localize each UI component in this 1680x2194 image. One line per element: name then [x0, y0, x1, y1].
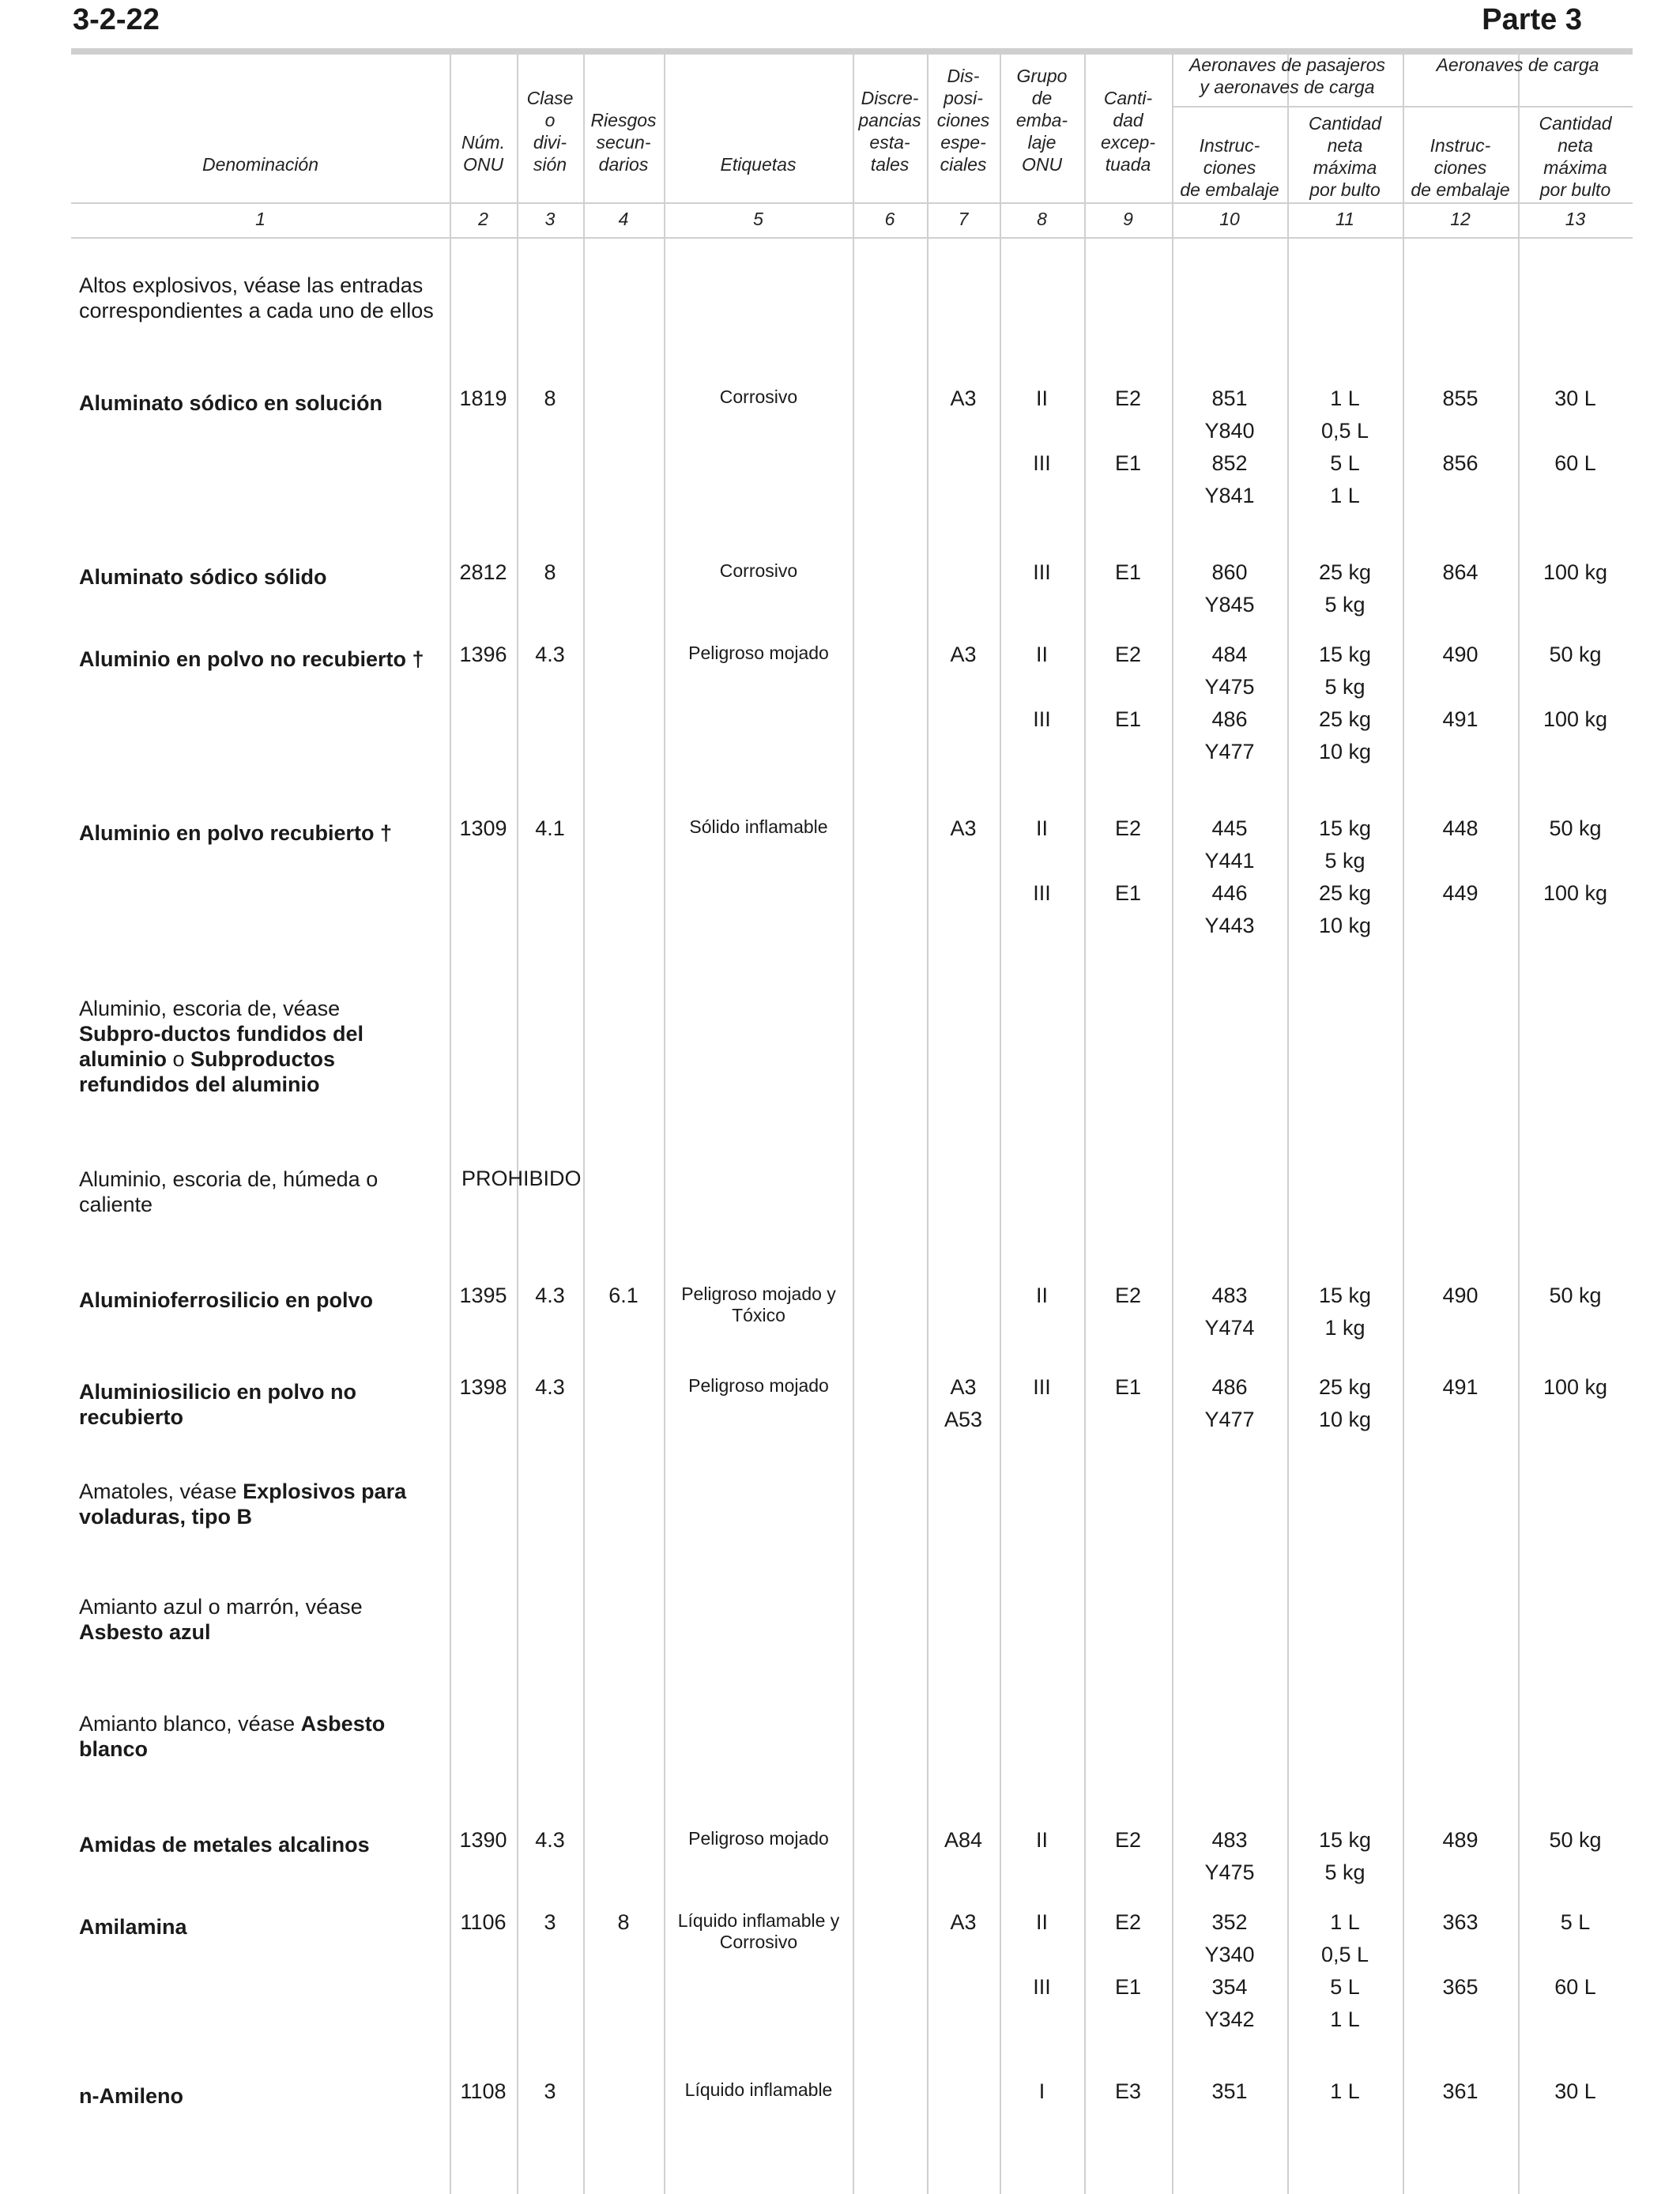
etiquetas-cell: Líquido inflamable y Corrosivo — [677, 1910, 840, 1952]
pi-cao-value: 363 — [1442, 1910, 1478, 1934]
exc-cell — [1084, 2075, 1172, 2108]
denominacion-text: Aluminio, escoria de, húmeda o caliente — [79, 1167, 379, 1216]
qty-cao-value — [1518, 845, 1633, 877]
pi-pax-value: Y340 — [1204, 1943, 1255, 1966]
disp-cell — [927, 383, 1000, 415]
grupo-value: I — [1038, 2079, 1045, 2103]
pi-cao-value: 449 — [1442, 881, 1478, 905]
disp-value: A53 — [944, 1408, 983, 1431]
pi-pax-value: 445 — [1211, 816, 1248, 840]
grupo-value: III — [1033, 560, 1051, 584]
pi-cao-value: 489 — [1442, 1828, 1478, 1852]
pi-pax-cell — [1172, 383, 1287, 512]
onu-cell: 1390 — [459, 1828, 507, 1852]
pi-pax-cell — [1172, 2075, 1287, 2108]
grupo-value: II — [1035, 1284, 1048, 1307]
etiquetas-cell: Líquido inflamable — [684, 2079, 833, 2100]
col-num: 1 — [255, 209, 266, 229]
header-instrucciones-pax: Instruc- ciones de embalaje — [1180, 135, 1279, 200]
pi-pax-value: Y840 — [1204, 419, 1255, 443]
pi-cao-cell — [1403, 1824, 1518, 1857]
grupo-cell — [1000, 639, 1084, 736]
grupo-value: II — [1035, 816, 1048, 840]
grupo-cell — [1000, 1824, 1084, 1857]
qty-cao-value: 60 L — [1554, 451, 1596, 475]
pi-pax-cell — [1172, 556, 1287, 621]
disp-cell — [927, 1906, 1000, 1939]
pi-cao-cell — [1403, 2075, 1518, 2108]
pi-pax-value: Y841 — [1204, 484, 1255, 507]
denominacion-cell — [79, 996, 443, 1097]
col-num: 11 — [1335, 209, 1354, 229]
pi-cao-value — [1403, 671, 1518, 703]
exc-value: E2 — [1114, 1910, 1142, 1934]
qty-cao-cell — [1518, 1280, 1633, 1312]
pi-cao-cell — [1403, 383, 1518, 480]
pi-pax-value: Y342 — [1204, 2007, 1255, 2031]
header-etiquetas: Etiquetas — [720, 154, 797, 175]
grupo-value: III — [1033, 881, 1051, 905]
denominacion-ref: Subpro-ductos fundidos del aluminio — [79, 1022, 363, 1071]
qty-pax-value: 10 kg — [1318, 1408, 1372, 1431]
exc-value: E2 — [1114, 386, 1142, 410]
grupo-value: III — [1033, 707, 1051, 731]
pi-cao-cell — [1403, 639, 1518, 736]
header-cantidad-pax: Cantidad neta máxima por bulto — [1308, 113, 1382, 200]
pi-pax-value: 483 — [1211, 1828, 1248, 1852]
qty-cao-cell — [1518, 556, 1633, 589]
qty-pax-value: 10 kg — [1318, 740, 1372, 763]
clase-cell: 4.3 — [535, 1828, 565, 1852]
denominacion-cell — [79, 2083, 443, 2109]
pi-cao-value: 365 — [1442, 1975, 1478, 1999]
onu-cell: 1106 — [460, 1910, 507, 1934]
pi-cao-value: 491 — [1442, 707, 1478, 731]
denominacion-cell — [79, 273, 443, 323]
disp-cell — [927, 1824, 1000, 1857]
disp-value: A3 — [950, 1910, 977, 1934]
qty-cao-value: 100 kg — [1543, 707, 1608, 731]
denominacion-cell — [79, 820, 443, 846]
qty-pax-value: 15 kg — [1318, 1284, 1372, 1307]
denominacion-connector: o — [167, 1047, 191, 1071]
disp-value: A3 — [950, 643, 977, 666]
qty-cao-cell — [1518, 639, 1633, 736]
col-num: 10 — [1219, 209, 1240, 229]
header-grupo: Grupo de emba- laje ONU — [1015, 66, 1068, 175]
qty-cao-value — [1518, 1939, 1633, 1971]
onu-cell: 1309 — [459, 816, 507, 840]
qty-pax-value: 10 kg — [1318, 914, 1372, 937]
col-num: 4 — [618, 209, 629, 229]
qty-pax-value: 1 L — [1330, 386, 1360, 410]
denominacion-bold: Aluminato sódico sólido — [79, 565, 327, 589]
qty-pax-cell — [1287, 1824, 1403, 1889]
exc-cell — [1084, 556, 1172, 589]
col-num: 9 — [1123, 209, 1133, 229]
qty-pax-value: 5 kg — [1324, 849, 1365, 873]
grupo-cell — [1000, 2075, 1084, 2108]
pi-pax-value: 352 — [1211, 1910, 1248, 1934]
grupo-value: II — [1035, 386, 1048, 410]
qty-cao-cell — [1518, 2075, 1633, 2108]
onu-cell: 2812 — [459, 560, 507, 584]
pi-pax-value: Y474 — [1204, 1316, 1255, 1340]
exc-value: E1 — [1114, 560, 1142, 584]
header-discrepancias: Discre- pancias esta- tales — [858, 88, 921, 175]
clase-cell: 8 — [544, 560, 556, 584]
grupo-value: II — [1035, 1910, 1048, 1934]
qty-cao-value: 50 kg — [1549, 816, 1602, 840]
clase-cell: 3 — [544, 2079, 556, 2103]
grupo-cell — [1000, 556, 1084, 589]
pi-pax-value: Y441 — [1204, 849, 1255, 873]
pi-pax-cell — [1172, 1906, 1287, 2036]
pi-pax-value: 852 — [1211, 451, 1248, 475]
etiquetas-cell: Corrosivo — [719, 386, 798, 407]
pi-cao-cell — [1403, 1280, 1518, 1312]
qty-cao-value: 50 kg — [1549, 1828, 1602, 1852]
col-num: 3 — [544, 209, 556, 229]
qty-pax-value: 5 L — [1330, 1975, 1360, 1999]
qty-pax-value: 1 L — [1330, 484, 1360, 507]
exc-cell — [1084, 1280, 1172, 1312]
exc-value: E1 — [1114, 1375, 1142, 1399]
qty-pax-cell — [1287, 556, 1403, 621]
onu-cell: 1396 — [459, 643, 507, 666]
denominacion-text: Amianto blanco, véase — [79, 1712, 301, 1736]
pi-pax-value: 446 — [1211, 881, 1248, 905]
header-disposiciones: Dis- posi- ciones espe- ciales — [936, 66, 990, 175]
denominacion-cell — [79, 390, 443, 416]
grupo-value — [1000, 1939, 1084, 1971]
qty-pax-cell — [1287, 1906, 1403, 2036]
denominacion-text: Altos explosivos, véase las entradas correspondientes a cada uno de ellos — [79, 273, 434, 322]
header-cantidad-cao: Cantidad neta máxima por bulto — [1539, 113, 1612, 200]
grupo-value: III — [1033, 1975, 1051, 1999]
qty-cao-cell — [1518, 1371, 1633, 1404]
qty-pax-value: 1 L — [1330, 2007, 1360, 2031]
denominacion-cell — [79, 647, 443, 672]
disp-cell — [927, 639, 1000, 671]
qty-pax-value: 1 L — [1330, 1910, 1360, 1934]
pi-pax-value: 484 — [1211, 643, 1248, 666]
prohibido-label: PROHIBIDO — [461, 1167, 582, 1190]
pi-cao-value: 491 — [1442, 1375, 1478, 1399]
pi-cao-cell — [1403, 1371, 1518, 1404]
pi-pax-value: 351 — [1211, 2079, 1248, 2103]
qty-cao-cell — [1518, 812, 1633, 910]
col-num: 7 — [958, 209, 969, 229]
col-num: 5 — [753, 209, 763, 229]
pi-cao-value: 490 — [1442, 1284, 1478, 1307]
col-num: 6 — [884, 209, 895, 229]
denominacion-cell — [79, 1711, 443, 1762]
grupo-cell — [1000, 383, 1084, 480]
grupo-value: III — [1033, 1375, 1051, 1399]
onu-cell: 1398 — [459, 1375, 507, 1399]
pi-cao-value — [1403, 845, 1518, 877]
qty-cao-value: 50 kg — [1549, 1284, 1602, 1307]
pi-pax-value: 354 — [1211, 1975, 1248, 1999]
qty-pax-value: 25 kg — [1318, 707, 1372, 731]
qty-pax-value: 0,5 L — [1320, 419, 1369, 443]
clase-cell: 4.3 — [535, 1375, 565, 1399]
qty-pax-value: 5 kg — [1324, 675, 1365, 699]
onu-cell: 1108 — [460, 2079, 507, 2103]
grupo-value — [1000, 845, 1084, 877]
grupo-value — [1000, 415, 1084, 447]
exc-value — [1084, 671, 1172, 703]
etiquetas-cell: Corrosivo — [719, 560, 798, 581]
denominacion-bold: Aluminio en polvo no recubierto † — [79, 647, 424, 671]
etiquetas-cell: Peligroso mojado — [688, 643, 829, 663]
denominacion-bold: Aluminato sódico en solución — [79, 391, 383, 415]
pi-cao-cell — [1403, 556, 1518, 589]
denominacion-bold: Aluminio en polvo recubierto † — [79, 821, 393, 845]
grupo-cell — [1000, 1906, 1084, 2004]
pi-pax-value: 486 — [1211, 1375, 1248, 1399]
header-clase: Clase o divi- sión — [526, 88, 574, 175]
denominacion-cell — [79, 1914, 443, 1940]
qty-pax-value: 25 kg — [1318, 1375, 1372, 1399]
qty-cao-cell — [1518, 1906, 1633, 2004]
pi-pax-value: Y845 — [1204, 593, 1255, 616]
qty-pax-value: 25 kg — [1318, 881, 1372, 905]
etiquetas-cell: Peligroso mojado y Tóxico — [681, 1284, 836, 1325]
part-label: Parte 3 — [1482, 3, 1582, 36]
qty-pax-cell — [1287, 1280, 1403, 1344]
disp-value: A3 — [950, 816, 977, 840]
pi-cao-value: 361 — [1442, 2079, 1478, 2103]
denominacion-ref: Subproductos refundidos del aluminio — [79, 1047, 336, 1096]
denominacion-bold: n-Amileno — [79, 2084, 183, 2108]
pi-pax-cell — [1172, 812, 1287, 942]
pi-pax-value: 486 — [1211, 707, 1248, 731]
disp-value: A84 — [944, 1828, 983, 1852]
page-header — [73, 3, 1607, 44]
etiquetas-cell: Peligroso mojado — [688, 1828, 829, 1849]
grupo-value: II — [1035, 1828, 1048, 1852]
qty-cao-value: 100 kg — [1543, 560, 1608, 584]
denominacion-ref: Asbesto blanco — [79, 1712, 386, 1761]
qty-pax-value: 0,5 L — [1320, 1943, 1369, 1966]
exc-value: E3 — [1114, 2079, 1142, 2103]
exc-value — [1084, 845, 1172, 877]
header-riesgos: Riesgos secun- darios — [590, 110, 657, 175]
col-num: 2 — [478, 209, 488, 229]
exc-cell — [1084, 1371, 1172, 1404]
exc-cell — [1084, 639, 1172, 736]
denominacion-bold: Amilamina — [79, 1915, 187, 1939]
riesgos-cell: 6.1 — [608, 1284, 638, 1307]
qty-cao-value: 30 L — [1554, 2079, 1596, 2103]
qty-pax-value: 15 kg — [1318, 816, 1372, 840]
qty-cao-value — [1518, 671, 1633, 703]
pi-pax-value: 860 — [1211, 560, 1248, 584]
pi-pax-cell — [1172, 639, 1287, 768]
pi-cao-value: 448 — [1442, 816, 1478, 840]
exc-value: E2 — [1114, 1284, 1142, 1307]
qty-pax-cell — [1287, 383, 1403, 512]
qty-pax-value: 5 kg — [1324, 1860, 1365, 1884]
disp-cell — [927, 812, 1000, 845]
grupo-cell — [1000, 1280, 1084, 1312]
denominacion-bold: Aluminiosilicio en polvo no recubierto — [79, 1380, 357, 1429]
denominacion-bold: Amidas de metales alcalinos — [79, 1833, 370, 1857]
qty-cao-value: 60 L — [1554, 1975, 1596, 1999]
qty-cao-value: 100 kg — [1543, 881, 1608, 905]
qty-pax-cell — [1287, 812, 1403, 942]
qty-pax-value: 25 kg — [1318, 560, 1372, 584]
qty-cao-value — [1518, 415, 1633, 447]
exc-cell — [1084, 812, 1172, 910]
header-num-onu: Núm. ONU — [461, 132, 505, 175]
pi-cao-cell — [1403, 812, 1518, 910]
qty-cao-value: 5 L — [1560, 1910, 1591, 1934]
qty-cao-cell — [1518, 1824, 1633, 1857]
qty-pax-cell — [1287, 1371, 1403, 1436]
pi-pax-cell — [1172, 1824, 1287, 1889]
header-carga: Aeronaves de carga — [1436, 55, 1599, 75]
denominacion-text: Amatoles, véase — [79, 1480, 243, 1503]
clase-cell: 4.3 — [535, 1284, 565, 1307]
pi-cao-cell — [1403, 1906, 1518, 2004]
qty-pax-cell — [1287, 639, 1403, 768]
qty-pax-value: 15 kg — [1318, 643, 1372, 666]
onu-cell: 1819 — [459, 386, 507, 410]
denominacion-text: Amianto azul o marrón, véase — [79, 1595, 363, 1619]
grupo-value: II — [1035, 643, 1048, 666]
grupo-cell — [1000, 1371, 1084, 1404]
col-num: 8 — [1037, 209, 1047, 229]
pi-pax-value: Y475 — [1204, 1860, 1255, 1884]
grupo-value: III — [1033, 451, 1051, 475]
pi-pax-value: 851 — [1211, 386, 1248, 410]
denominacion-cell — [79, 1287, 443, 1313]
denominacion-cell — [79, 1167, 443, 1217]
denominacion-cell — [79, 1832, 443, 1857]
qty-cao-value: 30 L — [1554, 386, 1596, 410]
denominacion-cell — [79, 1594, 443, 1645]
denominacion-cell — [79, 1379, 443, 1430]
exc-value: E1 — [1114, 707, 1142, 731]
col-num: 12 — [1450, 209, 1471, 229]
pi-pax-value: Y443 — [1204, 914, 1255, 937]
clase-cell: 8 — [544, 386, 556, 410]
header-cantidad-exceptuada: Canti- dad excep- tuada — [1100, 88, 1156, 175]
denominacion-text: Aluminio, escoria de, véase — [79, 997, 341, 1020]
exc-value — [1084, 415, 1172, 447]
denominacion-cell — [79, 1479, 443, 1529]
exc-cell — [1084, 383, 1172, 480]
qty-cao-cell — [1518, 383, 1633, 480]
pi-cao-value: 855 — [1442, 386, 1478, 410]
pi-cao-value: 864 — [1442, 560, 1478, 584]
exc-value: E2 — [1114, 1828, 1142, 1852]
pi-cao-value: 490 — [1442, 643, 1478, 666]
pi-cao-value — [1403, 415, 1518, 447]
pi-pax-cell — [1172, 1371, 1287, 1436]
col-num: 13 — [1565, 209, 1586, 229]
etiquetas-cell: Sólido inflamable — [689, 816, 828, 837]
exc-cell — [1084, 1906, 1172, 2004]
header-denominacion: Denominación — [202, 154, 319, 175]
qty-pax-value: 1 L — [1330, 2079, 1360, 2103]
exc-cell — [1084, 1824, 1172, 1857]
pi-pax-value: Y475 — [1204, 675, 1255, 699]
denominacion-bold: Aluminioferrosilicio en polvo — [79, 1288, 374, 1312]
qty-pax-cell — [1287, 2075, 1403, 2108]
clase-cell: 4.3 — [535, 643, 565, 666]
qty-cao-value: 50 kg — [1549, 643, 1602, 666]
grupo-value — [1000, 671, 1084, 703]
section-number: 3-2-22 — [73, 3, 160, 36]
exc-value — [1084, 1939, 1172, 1971]
disp-cell — [927, 1371, 1000, 1436]
pi-pax-value: Y477 — [1204, 740, 1255, 763]
clase-cell: 4.1 — [535, 816, 565, 840]
riesgos-cell: 8 — [617, 1910, 630, 1934]
exc-value: E2 — [1114, 816, 1142, 840]
pi-cao-value: 856 — [1442, 451, 1478, 475]
header-pasajeros: Aeronaves de pasajeros y aeronaves de carga — [1188, 55, 1386, 97]
exc-value: E1 — [1114, 881, 1142, 905]
qty-cao-value: 100 kg — [1543, 1375, 1608, 1399]
clase-cell: 3 — [544, 1910, 556, 1934]
header-instrucciones-cao: Instruc- ciones de embalaje — [1411, 135, 1510, 200]
denominacion-ref: Asbesto azul — [79, 1620, 211, 1644]
grupo-cell — [1000, 812, 1084, 910]
disp-value: A3 — [950, 386, 977, 410]
exc-value: E1 — [1114, 1975, 1142, 1999]
qty-pax-value: 1 kg — [1324, 1316, 1365, 1340]
onu-cell: 1395 — [459, 1284, 507, 1307]
etiquetas-cell: Peligroso mojado — [688, 1375, 829, 1396]
exc-value: E2 — [1114, 643, 1142, 666]
pi-cao-value — [1403, 1939, 1518, 1971]
qty-pax-value: 5 kg — [1324, 593, 1365, 616]
pi-pax-value: 483 — [1211, 1284, 1248, 1307]
pi-pax-cell — [1172, 1280, 1287, 1344]
qty-pax-value: 5 L — [1330, 451, 1360, 475]
pi-pax-value: Y477 — [1204, 1408, 1255, 1431]
disp-value: A3 — [950, 1375, 977, 1399]
denominacion-ref: Explosivos para voladuras, tipo B — [79, 1480, 407, 1529]
exc-value: E1 — [1114, 451, 1142, 475]
qty-pax-value: 15 kg — [1318, 1828, 1372, 1852]
denominacion-cell — [79, 564, 443, 590]
